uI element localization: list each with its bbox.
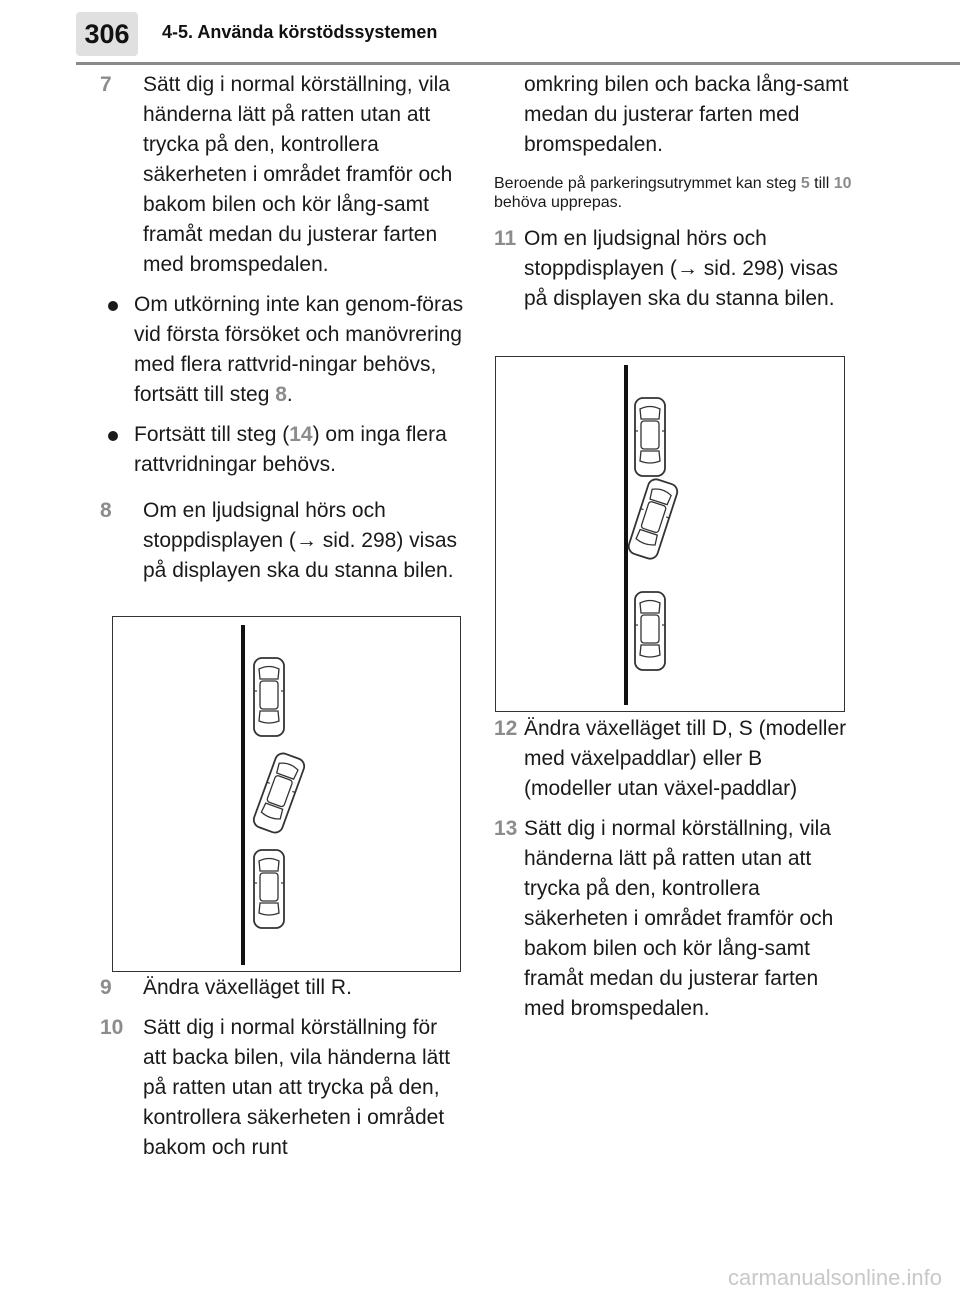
bullet-multi-turn — [100, 290, 465, 410]
page-header — [0, 0, 960, 70]
bullet-dot — [108, 301, 118, 311]
right-column-lower — [494, 714, 854, 1024]
step-11 — [494, 224, 854, 314]
step-9 — [100, 973, 465, 1003]
right-column — [494, 70, 854, 314]
step-ref: 5 — [800, 175, 810, 192]
parking-diagram-left — [112, 616, 461, 972]
step-10-continued: omkring bilen och backa lång-samt medan du justerar farten med bromspedalen. — [524, 73, 849, 156]
step-number: 12 — [494, 717, 518, 740]
step-text: Ändra växelläget till R. — [143, 976, 352, 999]
step-number: 7 — [100, 73, 112, 96]
step-text-end: sid. 298) visas på displayen ska du stanna bilen. — [143, 529, 457, 582]
step-text: Om en ljudsignal hörs och stoppdisplayen ( — [524, 227, 767, 280]
arrow-icon: → — [295, 529, 317, 552]
bullet-text-end: ) om inga flera rattvridningar behövs. — [134, 423, 447, 476]
bullet-text: Fortsätt till steg ( — [134, 423, 290, 446]
note-text-mid: till — [809, 175, 834, 192]
step-10 — [100, 1013, 465, 1163]
parked-car-front — [635, 398, 665, 476]
parking-diagram-right — [495, 356, 845, 712]
header-rule — [76, 62, 960, 65]
parked-car-front — [254, 658, 284, 736]
step-text: Ändra växelläget till D, S (modeller med växelpaddlar) eller B (modeller utan växel-paddlar) — [524, 717, 847, 800]
watermark: carmanualsonline.info — [727, 1265, 942, 1290]
step-ref: 10 — [833, 175, 852, 192]
bullet-no-turns — [100, 420, 465, 480]
left-column — [100, 70, 465, 586]
left-column-lower — [100, 973, 465, 1163]
step-number: 10 — [100, 1016, 124, 1039]
step-text: Sätt dig i normal körställning för att backa bilen, vila händerna lätt på ratten utan att trycka på den, kontrollera säkerheten i området bakom och runt — [143, 1016, 451, 1159]
section-title: 4-5. Använda körstödssystemen — [162, 22, 438, 42]
step-text: Sätt dig i normal körställning, vila händerna lätt på ratten utan att trycka på den, kontrollera säkerheten i området framför och bakom bilen och kör lång-samt framåt medan du justerar farten med bromspedalen. — [143, 73, 453, 276]
own-car — [252, 751, 307, 835]
own-car — [627, 477, 680, 560]
step-12 — [494, 714, 854, 804]
step-text-end: sid. 298) visas på displayen ska du stanna bilen. — [524, 257, 838, 310]
parked-car-rear — [635, 592, 665, 670]
repeat-note — [494, 174, 854, 212]
step-text: Om en ljudsignal hörs och stoppdisplayen ( — [143, 499, 386, 552]
arrow-icon: → — [676, 257, 698, 280]
parked-car-rear — [254, 850, 284, 928]
bullet-text-end: . — [286, 383, 293, 406]
bullet-dot — [108, 431, 118, 441]
step-ref: 14 — [289, 423, 313, 446]
step-ref: 8 — [275, 383, 287, 406]
step-8 — [100, 496, 465, 586]
step-number: 9 — [100, 976, 112, 999]
bullet-text: Om utkörning inte kan genom-föras vid första försöket och manövrering med flera rattvrid-ningar behövs, fortsätt till steg — [134, 293, 464, 406]
step-13 — [494, 814, 854, 1024]
step-number: 11 — [494, 227, 517, 250]
page-number: 306 — [76, 12, 138, 56]
step-number: 8 — [100, 499, 112, 522]
step-text: Sätt dig i normal körställning, vila händerna lätt på ratten utan att trycka på den, kontrollera säkerheten i området framför och bakom bilen och kör lång-samt framåt medan du justerar farten med bromspedalen. — [524, 817, 834, 1020]
step-number: 13 — [494, 817, 518, 840]
note-text-end: behöva upprepas. — [494, 194, 623, 211]
step-7 — [100, 70, 465, 280]
note-text: Beroende på parkeringsutrymmet kan steg — [494, 175, 801, 192]
